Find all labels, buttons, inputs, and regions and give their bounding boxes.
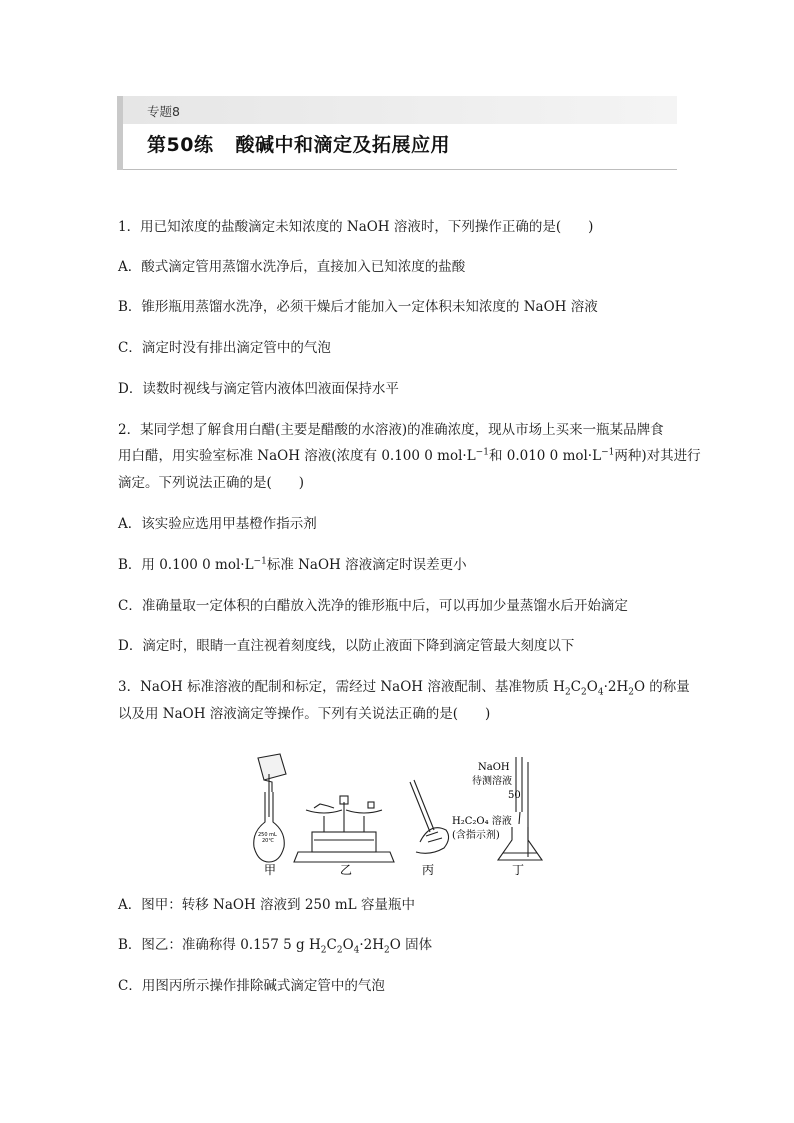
hand-tube-drawing bbox=[410, 780, 449, 853]
fig-label-indicator: (含指示剂) bbox=[452, 830, 500, 841]
flask-label-volume: 250 mL bbox=[258, 832, 277, 838]
header-rule bbox=[123, 169, 677, 170]
q1-stem: 1．用已知浓度的盐酸滴定未知浓度的 NaOH 溶液时，下列操作正确的是( ) bbox=[118, 219, 594, 235]
q2-stem-line2: 用白醋，用实验室标准 NaOH 溶液(浓度有 0.100 0 $mol\cdot L^{-1}$和 0.010 0 $mol\cdot L^{-1}$两种)对其进行 bbox=[118, 447, 701, 464]
q1-option-c: C．滴定时没有排出滴定管中的气泡 bbox=[118, 340, 331, 356]
fig-label-jia: 甲 bbox=[264, 863, 277, 877]
q1-option-a: A．酸式滴定管用蒸馏水洗净后，直接加入已知浓度的盐酸 bbox=[118, 259, 466, 275]
balance-drawing bbox=[294, 796, 394, 862]
q2-stem-line1: 2．某同学想了解食用白醋(主要是醋酸的水溶液)的准确浓度，现从市场上买来一瓶某品牌食 bbox=[118, 422, 664, 438]
q2-option-b: B．用 0.100 0 $mol\cdot L^{-1}$标准 NaOH 溶液滴定时误差更小 bbox=[118, 556, 467, 573]
lesson-number: 第50练 bbox=[147, 134, 214, 156]
q2-option-c: C．准确量取一定体积的白醋放入洗净的锥形瓶中后，可以再加少量蒸馏水后开始滴定 bbox=[118, 598, 628, 614]
q2-option-d: D．滴定时，眼睛一直注视着刻度线，以防止液面下降到滴定管最大刻度以下 bbox=[118, 638, 575, 654]
q2-stem-line3: 滴定。下列说法正确的是( ) bbox=[118, 475, 305, 491]
page-title bbox=[147, 130, 450, 157]
lesson-title: 酸碱中和滴定及拓展应用 bbox=[235, 134, 450, 156]
topic-label: 专题8 bbox=[147, 104, 180, 119]
q3-option-b: B．图乙：准确称得 0.157 5 g $H_2C_2O_4\cdot 2H_2O$ 固体 bbox=[118, 937, 433, 956]
fig-label-ding: 丁 bbox=[512, 863, 525, 877]
section-header bbox=[117, 96, 677, 170]
apparatus-drawing bbox=[250, 752, 550, 877]
q3-stem-line2: 以及用 NaOH 溶液滴定等操作。下列有关说法正确的是( ) bbox=[118, 706, 491, 722]
q3-stem-line1: 3．NaOH 标准溶液的配制和标定，需经过 NaOH 溶液配制、基准物质 $H_2C_2O_4\cdot 2H_2O$ 的称量 bbox=[118, 679, 690, 698]
apparatus-figure bbox=[250, 752, 550, 877]
q3-option-c: C．用图丙所示操作排除碱式滴定管中的气泡 bbox=[118, 978, 385, 994]
q2-option-a: A．该实验应选用甲基橙作指示剂 bbox=[118, 516, 317, 532]
fig-label-naoh: NaOH bbox=[478, 762, 510, 773]
volumetric-flask-drawing bbox=[254, 754, 286, 862]
flask-label-temp: 20℃ bbox=[262, 838, 274, 844]
fig-label-bing: 丙 bbox=[422, 863, 435, 877]
fig-label-test-solution: 待测溶液 bbox=[472, 776, 512, 787]
fig-label-fifty: 50 bbox=[508, 790, 521, 801]
q1-option-b: B．锥形瓶用蒸馏水洗净，必须干燥后才能加入一定体积未知浓度的 NaOH 溶液 bbox=[118, 299, 598, 315]
fig-label-oxalic: H₂C₂O₄ 溶液 bbox=[452, 816, 512, 827]
header-band bbox=[123, 96, 677, 124]
q3-option-a: A．图甲：转移 NaOH 溶液到 250 mL 容量瓶中 bbox=[118, 897, 415, 913]
q1-option-d: D．读数时视线与滴定管内液体凹液面保持水平 bbox=[118, 381, 399, 397]
fig-label-yi: 乙 bbox=[340, 863, 353, 877]
